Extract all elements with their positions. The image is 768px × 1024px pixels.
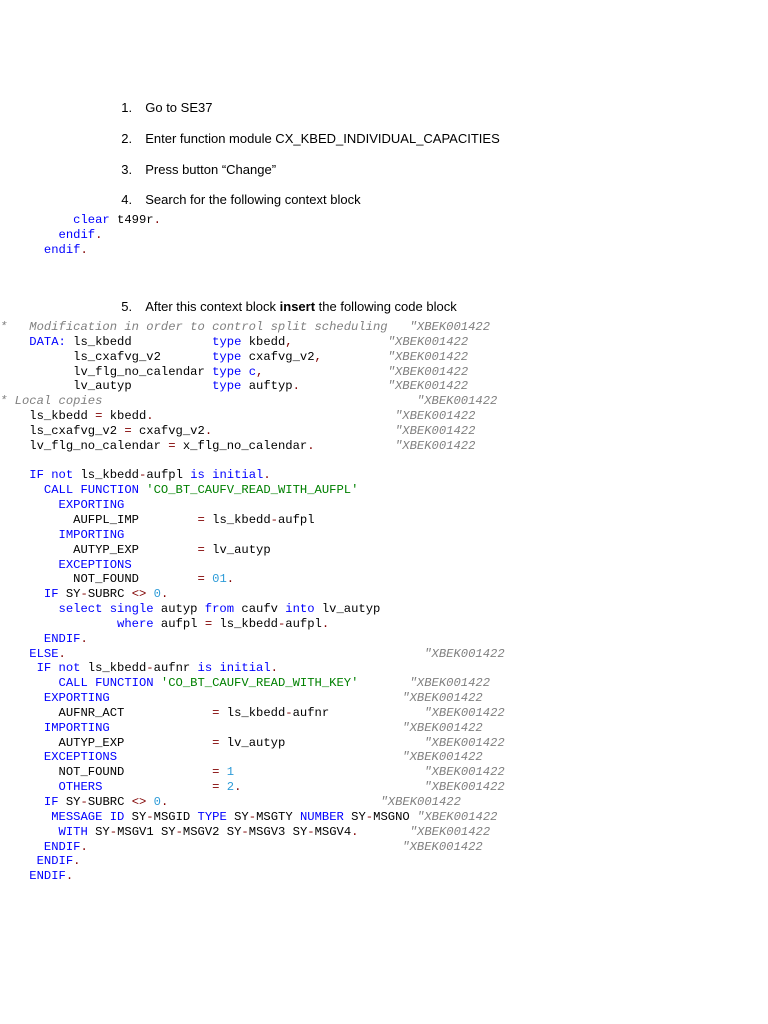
code-comment: "XBEK001422 [402, 720, 483, 735]
code-line [0, 213, 161, 228]
code-operator: = [212, 735, 220, 750]
step-text-tail: the following code block [315, 299, 457, 314]
code-operator: . [263, 468, 271, 483]
code-text [285, 736, 424, 750]
code-keyword: IF not [36, 661, 81, 676]
step-number: 4. [121, 192, 133, 207]
code-operator: . [65, 869, 74, 884]
code-text: lv_flg_no_calendar [0, 364, 213, 379]
code-comment: * Local copies "XBEK001422 [0, 394, 498, 409]
code-text: lv_autyp [314, 602, 381, 617]
code-text [234, 765, 424, 779]
code-keyword: TYPE [197, 809, 227, 824]
code-text [88, 840, 403, 854]
context-code-block [0, 213, 161, 258]
code-comment: * Modification in order to control split scheduling "XBEK001422 [0, 320, 491, 334]
code-keyword: is initial [197, 661, 271, 676]
code-text: MSGTY [256, 809, 300, 824]
code-line [0, 602, 505, 617]
code-text [0, 750, 44, 764]
code-keyword: type [212, 334, 242, 349]
code-text: aufpl [285, 616, 322, 631]
code-line [0, 810, 505, 825]
code-text [0, 483, 44, 497]
code-text [66, 647, 424, 661]
code-line [0, 647, 505, 662]
code-operator: - [146, 661, 154, 676]
code-text: cxafvg_v2 [241, 349, 315, 364]
step-text: Go to SE37 [145, 100, 213, 115]
code-text [0, 587, 44, 601]
code-text [0, 721, 44, 735]
code-text [212, 424, 395, 438]
code-number: 1 [226, 765, 235, 780]
code-operator: , [256, 364, 264, 379]
code-comment: "XBEK001422 [424, 765, 505, 780]
code-text [0, 213, 73, 227]
code-line [0, 439, 505, 454]
code-keyword: from [204, 602, 235, 617]
code-text [102, 780, 212, 794]
code-text [300, 379, 388, 393]
code-text [154, 676, 161, 690]
code-text [359, 825, 410, 839]
code-text [0, 780, 59, 794]
code-line [0, 228, 161, 243]
code-keyword: WITH [58, 824, 88, 839]
code-text [315, 439, 395, 453]
code-operator: = [212, 780, 220, 795]
code-text [0, 617, 117, 631]
code-operator: . [161, 795, 169, 809]
code-text: ls_kbedd [219, 705, 286, 720]
code-text: ls_kbedd [73, 468, 139, 483]
code-text [146, 795, 153, 809]
code-comment: "XBEK001422 [424, 705, 505, 720]
code-text: aufnr [292, 705, 330, 720]
code-operator: . [80, 839, 88, 854]
code-line [0, 468, 505, 483]
code-keyword: type [212, 349, 242, 364]
code-operator: = [197, 572, 205, 587]
code-keyword: DATA: [29, 334, 66, 349]
code-line [0, 676, 505, 691]
code-line [0, 498, 505, 513]
code-text: aufpl [153, 616, 205, 631]
code-keyword: IF not [29, 468, 74, 483]
step-2 [114, 115, 500, 147]
code-text: SY [124, 809, 147, 824]
code-keyword: IMPORTING [43, 720, 110, 735]
code-text [0, 869, 29, 883]
step-text: Press button “Change” [145, 162, 277, 177]
code-text [0, 558, 59, 572]
code-text: auftyp [241, 379, 293, 394]
code-operator: . [95, 227, 103, 242]
code-text: aufnr [153, 661, 198, 676]
code-text [0, 676, 59, 690]
code-keyword: CALL FUNCTION [58, 676, 154, 691]
code-text: x_flg_no_calendar [175, 438, 308, 453]
code-text: lv_flg_no_calendar [0, 438, 169, 453]
code-text [0, 691, 44, 705]
code-text: AUTYP_EXP [0, 735, 213, 750]
code-text: t499r [109, 213, 154, 227]
code-keyword: type [212, 364, 242, 379]
code-keyword: IMPORTING [58, 527, 125, 542]
code-operator: . [58, 646, 66, 661]
step-3 [114, 146, 276, 178]
code-number: 0 [153, 795, 161, 809]
code-operator: . [292, 379, 300, 394]
code-text [0, 228, 59, 242]
code-line [0, 840, 505, 855]
code-line [0, 721, 505, 736]
code-keyword: EXCEPTIONS [58, 557, 132, 572]
code-operator: - [270, 512, 278, 527]
code-comment: "XBEK001422 [424, 646, 505, 661]
code-comment: "XBEK001422 [424, 780, 505, 795]
code-keyword: EXPORTING [58, 498, 125, 513]
code-keyword: OTHERS [58, 780, 103, 795]
code-comment: "XBEK001422 [402, 691, 483, 706]
code-operator: - [248, 809, 257, 824]
code-line [0, 379, 505, 394]
code-keyword: EXCEPTIONS [43, 750, 118, 765]
code-line [0, 558, 505, 573]
code-text: kbedd [102, 409, 147, 424]
code-line [0, 780, 505, 795]
code-text: SY [58, 587, 81, 602]
code-text: aufpl [146, 468, 191, 483]
code-text [0, 661, 37, 675]
code-text: ls_kbedd [80, 661, 147, 676]
code-line [0, 691, 505, 706]
code-line [0, 750, 505, 765]
step-1 [114, 84, 212, 116]
code-comment: "XBEK001422 [402, 839, 483, 854]
code-comment: "XBEK001422 [394, 423, 476, 438]
step-text: After this context block [145, 299, 280, 314]
code-text [117, 750, 402, 764]
code-operator: = [124, 423, 132, 438]
code-text: lv_autyp [219, 735, 286, 750]
code-operator: . [307, 438, 315, 453]
code-text: autyp [153, 602, 205, 617]
code-text [0, 498, 59, 512]
code-text: SUBRC [87, 795, 132, 809]
code-text [168, 795, 380, 809]
code-text: ls_cxafvg_v2 [0, 423, 125, 438]
code-text [154, 409, 395, 423]
code-keyword: where [117, 616, 154, 631]
code-keyword: into [285, 602, 315, 617]
code-operator: . [270, 661, 278, 676]
code-operator: . [226, 572, 235, 587]
insert-code-block [0, 320, 505, 884]
code-comment: "XBEK001422 [409, 676, 491, 691]
code-text: MSGV1 SY [117, 824, 176, 839]
code-operator: = [197, 512, 205, 527]
code-keyword: is initial [190, 468, 264, 483]
step-number: 1. [121, 100, 133, 115]
code-text [293, 335, 388, 349]
code-line [0, 869, 505, 884]
code-text: MSGNO [373, 809, 418, 824]
code-text: NOT_FOUND [0, 765, 213, 780]
code-text: ls_kbedd [212, 616, 278, 631]
code-text: SY [87, 824, 110, 839]
code-operator: , [314, 349, 322, 364]
code-operator: <> [131, 795, 147, 809]
code-operator: . [153, 213, 161, 227]
code-text [0, 810, 51, 824]
code-operator: = [212, 705, 220, 720]
code-text: SY [343, 809, 366, 824]
code-text: AUFPL_IMP [0, 512, 198, 527]
code-text: SY [226, 809, 249, 824]
code-operator: - [80, 587, 88, 602]
code-operator: = [204, 616, 213, 631]
code-operator: . [73, 854, 81, 869]
code-text: MSGV4 [314, 824, 352, 839]
code-text [146, 587, 153, 601]
code-keyword: select single [58, 602, 154, 617]
code-text [0, 243, 44, 257]
code-operator: = [168, 438, 176, 453]
step-text: Search for the following context block [145, 192, 361, 207]
code-text: ls_kbedd [204, 512, 271, 527]
code-operator: - [307, 824, 315, 839]
code-number: 0 [153, 587, 161, 602]
code-text: MSGID [153, 809, 198, 824]
code-comment: "XBEK001422 [394, 409, 476, 424]
code-text [0, 840, 44, 854]
code-text [263, 365, 387, 379]
code-operator: . [80, 242, 88, 257]
code-operator: . [204, 423, 213, 438]
code-text: lv_autyp [204, 542, 271, 557]
code-operator: - [241, 824, 249, 839]
code-operator: - [80, 795, 88, 809]
code-text: ls_kbedd [65, 334, 213, 349]
code-line [0, 661, 505, 676]
code-line [0, 632, 505, 647]
code-line [0, 587, 505, 602]
code-comment: "XBEK001422 [387, 364, 469, 379]
code-keyword: MESSAGE ID [51, 809, 125, 824]
code-operator: . [321, 616, 330, 631]
code-operator: = [95, 409, 103, 424]
code-operator: <> [131, 587, 147, 602]
code-operator: . [146, 409, 154, 424]
code-text [0, 602, 59, 616]
code-comment: "XBEK001422 [402, 750, 483, 765]
code-text: lv_autyp [0, 379, 213, 394]
code-line [0, 572, 505, 587]
code-text [219, 780, 226, 794]
code-line [0, 243, 161, 258]
code-keyword: NUMBER [299, 809, 344, 824]
code-text [0, 825, 59, 839]
code-text [110, 721, 403, 735]
code-text: SUBRC [87, 587, 132, 602]
code-text [322, 350, 388, 364]
step-emphasis: insert [279, 299, 316, 314]
code-line [0, 394, 505, 409]
code-line [0, 825, 505, 840]
code-operator: . [161, 587, 169, 602]
code-keyword: endif [43, 242, 81, 257]
code-text [0, 335, 29, 349]
code-text [219, 765, 226, 779]
code-keyword: ENDIF [36, 854, 74, 869]
code-line [0, 454, 505, 469]
code-text: kbedd [241, 334, 286, 349]
code-line [0, 736, 505, 751]
code-comment: "XBEK001422 [387, 334, 469, 349]
code-line [0, 854, 505, 869]
code-line [0, 706, 505, 721]
code-text [358, 676, 409, 690]
code-text: ls_kbedd [0, 409, 96, 424]
step-4 [114, 176, 361, 208]
code-operator: . [234, 780, 242, 795]
code-string: 'CO_BT_CAUFV_READ_WITH_KEY' [160, 676, 359, 691]
code-text: MSGV2 SY [182, 824, 242, 839]
code-operator: - [109, 824, 118, 839]
code-operator: . [80, 631, 88, 646]
code-comment: "XBEK001422 [387, 379, 469, 394]
code-keyword: clear [73, 213, 110, 227]
code-text: ls_cxafvg_v2 [0, 349, 213, 364]
code-keyword: c [248, 364, 257, 379]
code-number: 01 [212, 572, 227, 587]
code-comment: "XBEK001422 [387, 349, 469, 364]
code-keyword: EXPORTING [43, 691, 110, 706]
code-text: aufpl [277, 512, 315, 527]
code-text [0, 795, 44, 809]
code-operator: - [285, 705, 293, 720]
code-comment: "XBEK001422 [417, 809, 498, 824]
step-5 [114, 283, 457, 315]
code-keyword: ENDIF [43, 839, 81, 854]
code-comment: "XBEK001422 [380, 795, 461, 809]
code-operator: - [175, 824, 183, 839]
code-keyword: ENDIF [29, 869, 66, 884]
step-text: Enter function module CX_KBED_INDIVIDUAL_CAPACITIES [145, 131, 500, 146]
code-line [0, 320, 505, 335]
code-string: 'CO_BT_CAUFV_READ_WITH_AUFPL' [146, 483, 359, 498]
step-number: 3. [121, 162, 133, 177]
code-line [0, 350, 505, 365]
code-operator: - [146, 809, 154, 824]
code-text [0, 647, 29, 661]
code-text: cxafvg_v2 [131, 423, 205, 438]
code-keyword: ENDIF [43, 631, 81, 646]
code-operator: = [212, 765, 220, 780]
code-number: 2 [226, 780, 235, 795]
code-line [0, 528, 505, 543]
code-text [241, 780, 424, 794]
code-line [0, 483, 505, 498]
code-line [0, 617, 505, 632]
code-text [0, 528, 59, 542]
code-text: caufv [234, 602, 286, 617]
code-line [0, 765, 505, 780]
code-operator: , [285, 334, 293, 349]
code-operator: - [365, 809, 374, 824]
code-text: NOT_FOUND [0, 572, 198, 587]
code-text [241, 365, 248, 379]
code-text [0, 468, 29, 482]
code-text [0, 854, 37, 868]
code-keyword: type [212, 379, 242, 394]
code-keyword: CALL FUNCTION [43, 483, 139, 498]
code-line [0, 335, 505, 350]
code-line [0, 365, 505, 380]
code-text [0, 632, 44, 646]
code-comment: "XBEK001422 [394, 438, 476, 453]
code-text: MSGV3 SY [248, 824, 308, 839]
code-line [0, 409, 505, 424]
code-text: SY [58, 795, 81, 809]
code-line [0, 513, 505, 528]
code-operator: . [351, 824, 359, 839]
code-operator: - [277, 616, 286, 631]
code-keyword: ELSE [29, 646, 59, 661]
code-keyword: endif [58, 227, 96, 242]
code-text: AUFNR_ACT [0, 705, 213, 720]
code-text: AUTYP_EXP [0, 542, 198, 557]
step-number: 5. [121, 299, 133, 314]
code-line [0, 795, 505, 810]
code-operator: - [138, 468, 147, 483]
code-line [0, 543, 505, 558]
code-line [0, 424, 505, 439]
code-text [110, 691, 403, 705]
code-operator: = [197, 542, 205, 557]
code-comment: "XBEK001422 [424, 735, 505, 750]
code-comment: "XBEK001422 [409, 824, 491, 839]
code-keyword: IF [43, 795, 59, 809]
code-text [329, 706, 424, 720]
step-number: 2. [121, 131, 133, 146]
code-keyword: IF [43, 587, 59, 602]
